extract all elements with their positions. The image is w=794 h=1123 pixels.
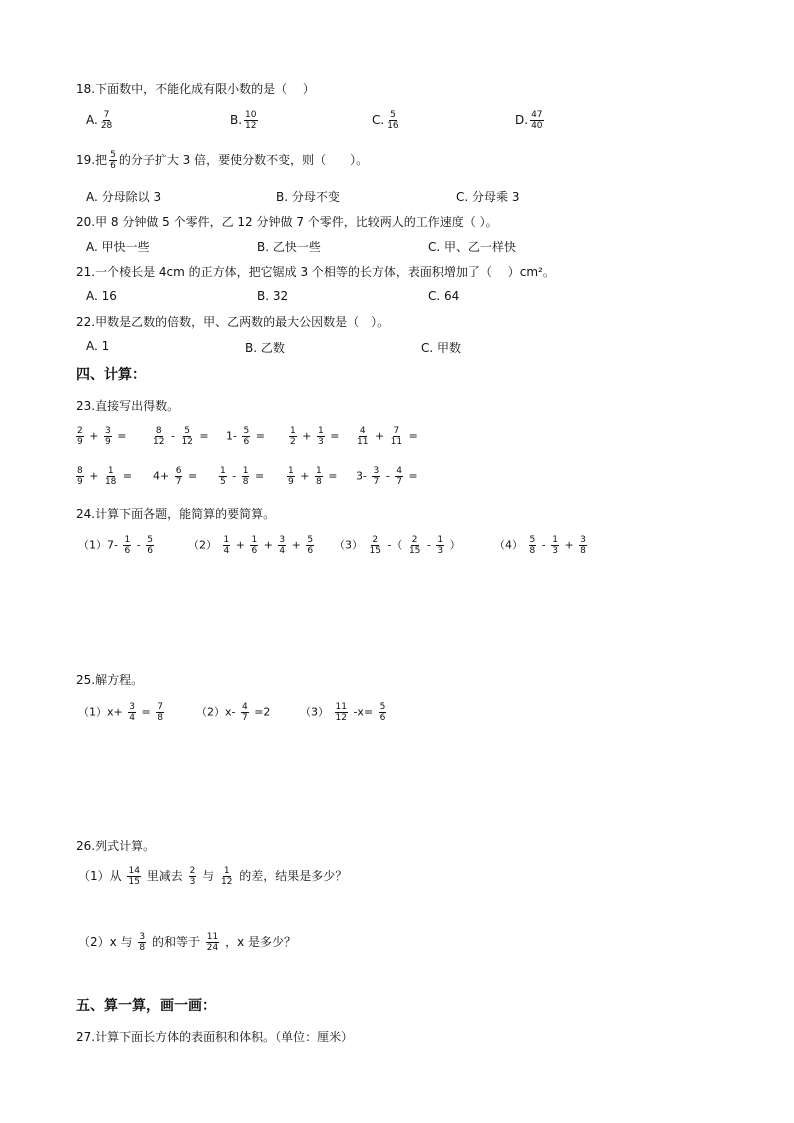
q25-equation-1 [78,702,166,723]
fraction-denominator: 6 [124,546,131,556]
expression-text: 1- [226,429,237,443]
q21-stem: 21.一个棱长是 4cm 的正方体，把它锯成 3 个相等的长方体，表面积增加了（ ）cm²。 [76,265,555,279]
fraction [579,535,587,556]
fraction-numerator: 1 [242,466,249,476]
fraction-numerator: 3 [373,466,380,476]
expression-text: （1）x+ [78,705,123,719]
expression-text: + [291,538,301,552]
q25-equation-2 [196,702,270,723]
q26-problem-1 [78,866,347,887]
fraction-denominator: 16 [387,121,399,131]
q23-item [153,466,197,487]
fraction-numerator: 2 [411,535,418,545]
fraction-denominator: 11 [357,437,369,447]
fraction-denominator: 3 [189,877,196,887]
fraction [223,535,231,556]
fraction-numerator: 1 [437,535,444,545]
fraction [315,466,323,487]
expression-text: = [408,429,418,443]
fraction [206,932,219,953]
expression-text: A. [86,113,98,127]
fraction [529,535,537,556]
fraction-denominator: 24 [206,943,219,953]
fraction-numerator: 5 [147,535,153,545]
fraction-numerator: 1 [223,866,230,876]
fraction [241,702,249,723]
q19-stem [76,150,368,171]
expression-text: + [89,429,99,443]
fraction-denominator: 12 [335,713,347,723]
fraction-denominator: 9 [288,477,294,487]
q23-item [287,426,339,447]
fraction-denominator: 8 [139,943,146,953]
fraction [109,150,117,171]
expression-text: C. [372,113,385,127]
fraction [356,426,369,447]
fraction [287,466,295,487]
fraction-numerator: 1 [223,535,230,545]
expression-text: + [235,538,245,552]
q18-option-b [230,110,260,131]
fraction [244,110,257,131]
expression-text: - [385,469,390,483]
fraction-denominator: 8 [242,477,249,487]
q21-option-c: C. 64 [428,289,460,303]
fraction-denominator: 8 [315,477,322,487]
q24-problem-1 [78,535,156,556]
expression-text: + [263,538,273,552]
section-heading-5: 五、算一算，画一画： [76,998,216,1014]
expression-text: （3） [334,538,363,552]
fraction-numerator: 3 [129,702,135,712]
expression-text: 4+ [153,469,170,483]
expression-text: - [232,469,237,483]
fraction-numerator: 1 [552,535,558,545]
expression-text: + [300,469,310,483]
fraction-denominator: 4 [223,546,230,556]
fraction [242,426,250,447]
q26-stem: 26.列式计算。 [76,839,156,853]
fraction-numerator: 1 [317,426,324,436]
fraction-numerator: 4 [359,426,366,436]
fraction [219,466,227,487]
fraction [76,466,84,487]
expression-text: = [255,429,265,443]
fraction-denominator: 15 [128,877,140,887]
q19-option-a: A. 分母除以 3 [86,190,162,204]
q21-option-a: A. 16 [86,289,117,303]
fraction-denominator: 8 [157,713,163,723]
fraction-numerator: 5 [390,110,396,120]
fraction [189,866,197,887]
fraction-denominator: 15 [408,546,421,556]
fraction [127,866,140,887]
expression-text: 的分子扩大 3 倍，要使分数不变，则（ ）。 [118,153,369,167]
fraction-numerator: 3 [139,932,146,942]
expression-text: （2）x- [196,705,236,719]
q23-item [217,466,264,487]
expression-text: （1）从 [78,869,122,883]
fraction [156,702,164,723]
fraction-numerator: 4 [241,702,248,712]
expression-text: ） [449,538,461,552]
fraction [76,426,84,447]
fraction-denominator: 12 [153,437,165,447]
fraction [390,426,403,447]
fraction-denominator: 6 [307,546,314,556]
fraction [408,535,421,556]
fraction [317,426,325,447]
fraction [386,110,399,131]
fraction [138,932,146,953]
fraction [306,535,314,556]
fraction [220,866,233,887]
fraction [152,426,165,447]
q22-option-b: B. 乙数 [245,341,285,355]
fraction [335,702,348,723]
fraction-denominator: 8 [580,546,586,556]
expression-text: + [89,469,99,483]
fraction [104,426,112,447]
expression-text: = [122,469,133,483]
fraction-denominator: 3 [552,546,558,556]
fraction-denominator: 7 [241,713,248,723]
fraction-denominator: 6 [251,546,258,556]
fraction-denominator: 9 [77,477,83,487]
fraction-denominator: 18 [104,477,117,487]
q23-item [354,426,418,447]
fraction-numerator: 11 [206,932,219,942]
fraction-numerator: 7 [393,426,400,436]
fraction-numerator: 5 [243,426,250,436]
expression-text: （4） [494,538,523,552]
fraction-numerator: 1 [124,535,131,545]
fraction-numerator: 1 [290,426,296,436]
fraction-denominator: 7 [373,477,380,487]
fraction [369,535,382,556]
fraction [372,466,380,487]
q25-equation-3 [300,702,388,723]
fraction [395,466,403,487]
expression-text: 与 [202,869,215,883]
expression-text: + [374,429,385,443]
q27-stem: 27.计算下面长方体的表面积和体积。（单位：厘米） [76,1030,354,1044]
expression-text: = [187,469,198,483]
fraction-numerator: 7 [157,702,163,712]
fraction-denominator: 6 [379,713,386,723]
fraction-denominator: 12 [221,877,233,887]
fraction [551,535,559,556]
expression-text: - [426,538,431,552]
fraction-denominator: 12 [181,437,193,447]
fraction-numerator: 4 [396,466,402,476]
fraction-numerator: 5 [184,426,191,436]
fraction-numerator: 47 [531,110,543,120]
fraction-numerator: 1 [107,466,114,476]
q25-stem: 25.解方程。 [76,673,144,687]
fraction-numerator: 3 [279,535,286,545]
expression-text: = [328,469,338,483]
expression-text: - [170,429,175,443]
expression-text: （2）x 与 [78,935,133,949]
q18-stem: 18.下面数中，不能化成有限小数的是（ ） [76,82,315,96]
fraction-numerator: 1 [251,535,258,545]
q21-option-b: B. 32 [257,289,289,303]
fraction-numerator: 5 [110,150,116,160]
expression-text: = [199,429,209,443]
fraction-denominator: 28 [100,121,113,131]
q23-item [226,426,265,447]
fraction [379,702,387,723]
fraction-numerator: 6 [175,466,182,476]
q18-option-c [372,110,402,131]
fraction-denominator: 40 [531,121,543,131]
q23-item [150,426,209,447]
expression-text: = [141,705,151,719]
expression-text: 3- [356,469,367,483]
fraction-denominator: 12 [245,121,257,131]
fraction-numerator: 11 [335,702,347,712]
expression-text: D. [515,113,529,127]
expression-text: + [564,538,574,552]
fraction-denominator: 2 [290,437,296,447]
fraction [175,466,183,487]
fraction-denominator: 11 [390,437,403,447]
fraction [436,535,444,556]
fraction-numerator: 10 [245,110,257,120]
fraction [250,535,258,556]
q24-stem: 24.计算下面各题，能简算的要简算。 [76,507,276,521]
fraction-denominator: 7 [396,477,402,487]
fraction-numerator: 8 [77,466,83,476]
fraction-denominator: 9 [104,437,111,447]
fraction-numerator: 8 [155,426,162,436]
fraction-denominator: 15 [369,546,381,556]
fraction-denominator: 7 [175,477,182,487]
expression-text: = [330,429,340,443]
fraction [128,702,136,723]
expression-text: - [136,538,141,552]
q22-stem: 22.甲数是乙数的倍数，甲、乙两数的最大公因数是（ ）。 [76,315,390,329]
q20-option-b: B. 乙快一些 [257,240,321,254]
fraction-numerator: 3 [580,535,586,545]
fraction-denominator: 4 [129,713,135,723]
fraction-numerator: 5 [307,535,314,545]
q23-item [74,466,132,487]
fraction-numerator: 5 [379,702,386,712]
q22-option-c: C. 甲数 [421,341,462,355]
fraction-numerator: 7 [103,110,110,120]
fraction-numerator: 14 [128,866,140,876]
fraction-numerator: 5 [529,535,536,545]
expression-text: 的和等于 [151,935,200,949]
q18-option-a [86,110,115,131]
expression-text: = [408,469,418,483]
fraction-denominator: 6 [110,161,116,171]
q23-item [285,466,337,487]
q20-stem: 20.甲 8 分钟做 5 个零件，乙 12 分钟做 7 个零件，比较两人的工作速度（ ）。 [76,215,498,229]
expression-text: B. [230,113,243,127]
fraction-numerator: 2 [77,426,83,436]
fraction-denominator: 6 [243,437,250,447]
q24-problem-4 [494,535,589,556]
expression-text: 的差，结果是多少？ [239,869,348,883]
fraction-denominator: 3 [437,546,444,556]
expression-text: + [302,429,312,443]
q19-option-b: B. 分母不变 [276,190,340,204]
q20-option-a: A. 甲快一些 [86,240,150,254]
expression-text: （1）7- [78,538,118,552]
fraction-denominator: 4 [279,546,286,556]
expression-text: -（ [387,538,403,552]
fraction [289,426,297,447]
expression-text: - [541,538,546,552]
q23-item [74,426,126,447]
expression-text: 19.把 [76,153,108,167]
fraction-numerator: 2 [372,535,379,545]
expression-text: （3） [300,705,329,719]
fraction-numerator: 3 [104,426,111,436]
fraction [146,535,154,556]
expression-text: = [254,469,265,483]
fraction-denominator: 5 [220,477,226,487]
expression-text: 里减去 [146,869,183,883]
fraction [180,426,193,447]
q23-stem: 23.直接写出得数。 [76,399,180,413]
fraction-denominator: 8 [529,546,536,556]
fraction-numerator: 2 [189,866,196,876]
section-heading-4: 四、计算： [76,367,146,383]
expression-text: （2） [188,538,217,552]
q20-option-c: C. 甲、乙一样快 [428,240,517,254]
fraction [100,110,113,131]
fraction-numerator: 1 [220,466,226,476]
fraction-denominator: 9 [77,437,83,447]
q24-problem-2 [188,535,316,556]
q18-option-d [515,110,546,131]
fraction-denominator: 3 [317,437,324,447]
q26-problem-2 [78,932,296,953]
fraction [278,535,286,556]
q19-option-c: C. 分母乘 3 [456,190,520,204]
expression-text: = [117,429,127,443]
expression-text: =2 [254,705,271,719]
fraction [530,110,543,131]
fraction [242,466,250,487]
fraction-numerator: 1 [315,466,322,476]
fraction [104,466,117,487]
q24-problem-3 [334,535,461,556]
fraction [123,535,131,556]
expression-text: ，x 是多少？ [225,935,296,949]
q23-item [356,466,418,487]
fraction-numerator: 1 [288,466,294,476]
q22-option-a: A. 1 [86,339,110,353]
expression-text: -x= [353,705,374,719]
fraction-denominator: 6 [147,546,153,556]
